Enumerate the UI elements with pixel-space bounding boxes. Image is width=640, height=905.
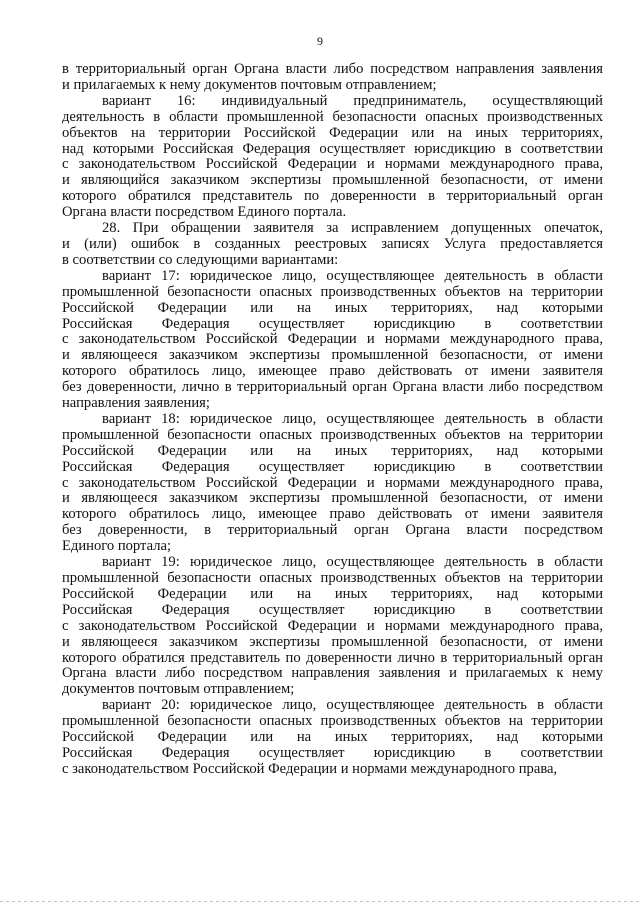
text-line: Российской Федерации или на иных территориях, над которыми	[62, 585, 603, 602]
text-line: промышленной безопасности опасных производственных объектов на территории	[62, 426, 603, 443]
text-line: Российской Федерации или на иных территориях, над которыми	[62, 299, 603, 316]
text-line: которого обратилось лицо, имеющее право действовать от имени заявителя	[62, 506, 603, 523]
text-line: деятельность в области промышленной безопасности опасных производственных	[62, 108, 603, 125]
text-line: промышленной безопасности опасных производственных объектов на территории	[62, 570, 603, 586]
text-line: с законодательством Российской Федерации и нормами международного права,	[62, 760, 558, 777]
text-line: Российской Федерации или на иных территориях, над которыми	[62, 729, 603, 746]
text-line: Российская Федерация осуществляет юрисдикцию в соответствии	[62, 744, 603, 761]
text-line: которого обратилось лицо, имеющее право действовать от имени заявителя	[62, 363, 603, 380]
text-line: без доверенности, в территориальный орган Органа власти посредством	[62, 522, 603, 539]
text-line: без доверенности, лично в территориальный орган Органа власти либо посредством	[62, 379, 603, 396]
text-line: промышленной безопасности опасных производственных объектов на территории	[62, 283, 603, 300]
text-line: вариант 20: юридическое лицо, осуществляющее деятельность в области	[102, 697, 603, 714]
page-number: 9	[317, 34, 323, 48]
text-line: и прилагаемых к нему документов почтовым отправлением;	[62, 76, 437, 93]
text-line: в территориальный орган Органа власти либо посредством направления заявления	[62, 61, 603, 77]
text-line: Единого портала;	[62, 538, 172, 555]
text-line: Российская Федерация осуществляет юрисдикцию в соответствии	[62, 315, 603, 332]
text-line: и являющийся заказчиком экспертизы промышленной безопасности, от имени	[62, 172, 603, 189]
text-line: которого обратился представитель по доверенности в территориальный орган	[62, 188, 603, 205]
text-line: которого обратился представитель по доверенности лично в территориальный орган	[62, 649, 603, 666]
text-line: Российская Федерация осуществляет юрисдикцию в соответствии	[62, 601, 603, 618]
text-line: и являющееся заказчиком экспертизы промышленной безопасности, от имени	[62, 347, 603, 364]
text-line: 28. При обращении заявителя за исправлением допущенных опечаток,	[102, 220, 603, 237]
text-line: над которыми Российская Федерация осуществляет юрисдикцию в соответствии	[62, 140, 603, 157]
text-line: вариант 18: юридическое лицо, осуществляющее деятельность в области	[102, 410, 603, 427]
text-line: Российская Федерация осуществляет юрисдикцию в соответствии	[62, 458, 603, 475]
text-line: с законодательством Российской Федерации и нормами международного права,	[62, 156, 603, 173]
text-line: Органа власти либо посредством направления заявления и прилагаемых к нему	[62, 665, 603, 682]
document-body	[62, 62, 603, 778]
text-line: объектов на территории Российской Федерации или на иных территориях,	[62, 124, 603, 141]
text-line: с законодательством Российской Федерации и нормами международного права,	[62, 474, 603, 491]
scan-edge-line	[0, 901, 640, 902]
text-line: и являющееся заказчиком экспертизы промышленной безопасности, от имени	[62, 490, 603, 507]
text-line: промышленной безопасности опасных производственных объектов на территории	[62, 713, 603, 730]
text-line: вариант 19: юридическое лицо, осуществляющее деятельность в области	[102, 554, 603, 571]
text-line: Российской Федерации или на иных территориях, над которыми	[62, 442, 603, 459]
text-line: с законодательством Российской Федерации и нормами международного права,	[62, 331, 603, 348]
text-line: направления заявления;	[62, 395, 210, 412]
text-line: в соответствии со следующими вариантами:	[62, 251, 339, 268]
text-line: Органа власти посредством Единого портала.	[62, 204, 347, 221]
text-line: вариант 16: индивидуальный предприниматель, осуществляющий	[102, 92, 603, 109]
text-line: документов почтовым отправлением;	[62, 681, 295, 698]
text-line: и являющееся заказчиком экспертизы промышленной безопасности, от имени	[62, 633, 603, 650]
text-line: и (или) ошибок в созданных реестровых записях Услуга предоставляется	[62, 235, 603, 252]
text-line: вариант 17: юридическое лицо, осуществляющее деятельность в области	[102, 267, 603, 284]
text-line: с законодательством Российской Федерации и нормами международного права,	[62, 617, 603, 634]
